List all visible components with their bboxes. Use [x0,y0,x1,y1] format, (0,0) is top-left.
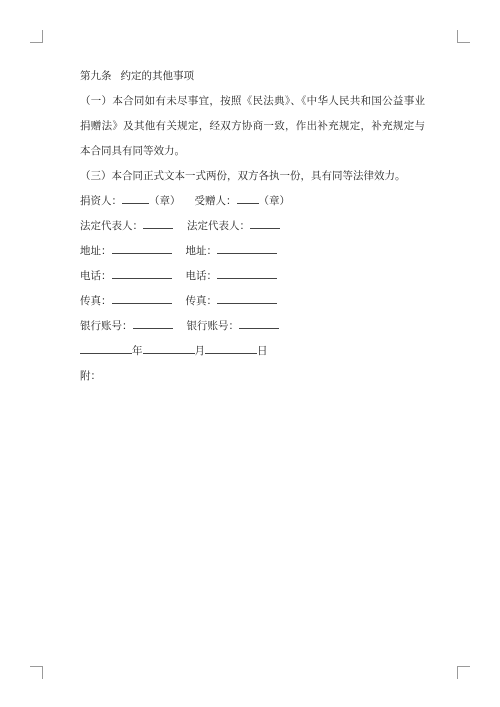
attachment-row [80,364,425,389]
donor-blank [122,190,149,204]
month-blank [143,340,195,354]
donee-label: 受赠人： [194,195,237,207]
rep-right-blank [250,215,280,229]
clause-one: （一）本合同如有未尽事宜，按照《民法典》、《中华人民共和国公益事业捐赠法》及其他有关规定，经双方协商一致，作出补充规定，补充规定与本合同具有同等效力。 [80,95,425,157]
rep-left-label: 法定代表人： [80,220,143,232]
address-left-label: 地址： [80,245,112,257]
rep-left-blank [143,215,173,229]
address-left-blank [112,240,172,254]
bank-right-blank [239,315,279,329]
article-number: 第九条 [80,70,112,82]
bank-left-blank [133,315,173,329]
bank-row [80,314,425,339]
clause-three: （三）本合同正式文本一式两份，双方各执一份，具有同等法律效力。 [80,170,406,182]
donor-seal: （章） [149,195,181,207]
donor-label: 捐资人： [80,195,122,207]
bank-right-label: 银行账号： [186,320,239,332]
bank-left-label: 银行账号： [80,320,133,332]
date-row [80,339,425,364]
rep-right-label: 法定代表人： [187,220,250,232]
fax-left-blank [112,290,172,304]
article-heading [80,64,425,89]
fax-left-label: 传真： [80,295,112,307]
fax-right-label: 传真： [185,295,217,307]
address-right-blank [217,240,277,254]
crop-mark-bottom-left [30,666,43,679]
phone-left-blank [112,265,172,279]
phone-right-blank [217,265,277,279]
month-label: 月 [194,345,205,357]
day-label: 日 [257,345,268,357]
article-title: 约定的其他事项 [120,70,194,82]
day-blank [205,340,257,354]
crop-mark-bottom-right [457,666,470,679]
phone-right-label: 电话： [185,270,217,282]
crop-mark-top-right [457,30,470,43]
phone-left-label: 电话： [80,270,112,282]
representative-row [80,214,425,239]
year-blank [80,340,132,354]
party-names-row [80,189,425,214]
crop-mark-top-left [30,30,43,43]
donee-seal: （章） [258,195,290,207]
fax-right-blank [217,290,277,304]
document-body [80,64,425,389]
phone-row [80,264,425,289]
attachment-label: 附： [80,370,101,382]
year-label: 年 [132,345,143,357]
address-row [80,239,425,264]
donee-blank [237,190,259,204]
address-right-label: 地址： [185,245,217,257]
fax-row [80,289,425,314]
